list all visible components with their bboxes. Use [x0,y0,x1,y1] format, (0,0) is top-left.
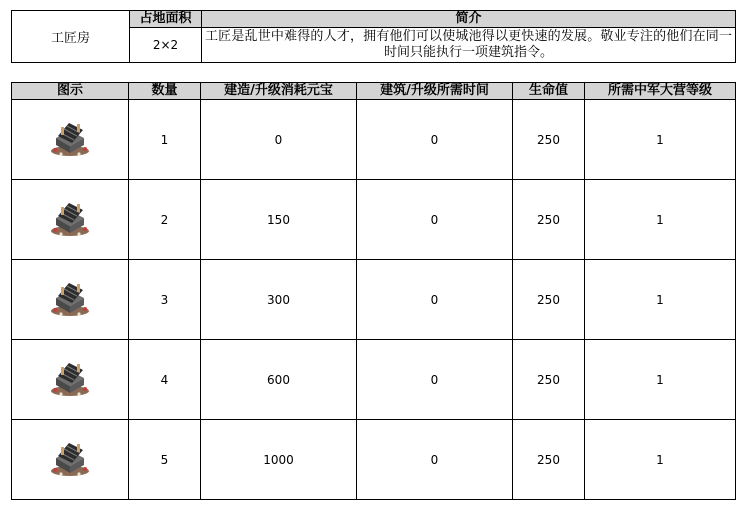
hp-cell: 250 [513,100,585,180]
cost-cell: 0 [201,100,357,180]
cost-cell: 150 [201,180,357,260]
levels-table [11,82,736,500]
table-row [12,100,736,180]
hq-level-cell: 1 [585,100,736,180]
time-cell: 0 [357,260,513,340]
header-time: 建筑/升级所需时间 [357,83,513,100]
image-cell [12,260,129,340]
hp-cell: 250 [513,180,585,260]
building-description: 工匠是乱世中难得的人才，拥有他们可以使城池得以更快速的发展。敬业专注的他们在同一时间只能执行一项建筑指令。 [202,28,736,63]
workshop-building-icon [47,358,93,398]
image-cell [12,180,129,260]
count-cell: 5 [129,420,201,500]
time-cell: 0 [357,420,513,500]
time-cell: 0 [357,180,513,260]
count-cell: 2 [129,180,201,260]
count-cell: 4 [129,340,201,420]
time-cell: 0 [357,100,513,180]
building-name: 工匠房 [12,11,130,63]
cost-cell: 300 [201,260,357,340]
image-cell [12,420,129,500]
image-cell [12,100,129,180]
area-value: 2×2 [130,28,202,63]
table-row [12,340,736,420]
hq-level-cell: 1 [585,420,736,500]
area-header: 占地面积 [130,11,202,28]
header-hp: 生命值 [513,83,585,100]
hq-level-cell: 1 [585,260,736,340]
header-image: 图示 [12,83,129,100]
table-row [12,180,736,260]
cost-cell: 600 [201,340,357,420]
hq-level-cell: 1 [585,340,736,420]
hq-level-cell: 1 [585,180,736,260]
hp-cell: 250 [513,420,585,500]
header-count: 数量 [129,83,201,100]
description-header: 简介 [202,11,736,28]
header-hq-level: 所需中军大营等级 [585,83,736,100]
workshop-building-icon [47,438,93,478]
table-row [12,260,736,340]
time-cell: 0 [357,340,513,420]
image-cell [12,340,129,420]
workshop-building-icon [47,198,93,238]
hp-cell: 250 [513,260,585,340]
count-cell: 3 [129,260,201,340]
table-row [12,420,736,500]
header-cost: 建造/升级消耗元宝 [201,83,357,100]
cost-cell: 1000 [201,420,357,500]
hp-cell: 250 [513,340,585,420]
building-info-table [11,10,736,63]
workshop-building-icon [47,118,93,158]
workshop-building-icon [47,278,93,318]
count-cell: 1 [129,100,201,180]
